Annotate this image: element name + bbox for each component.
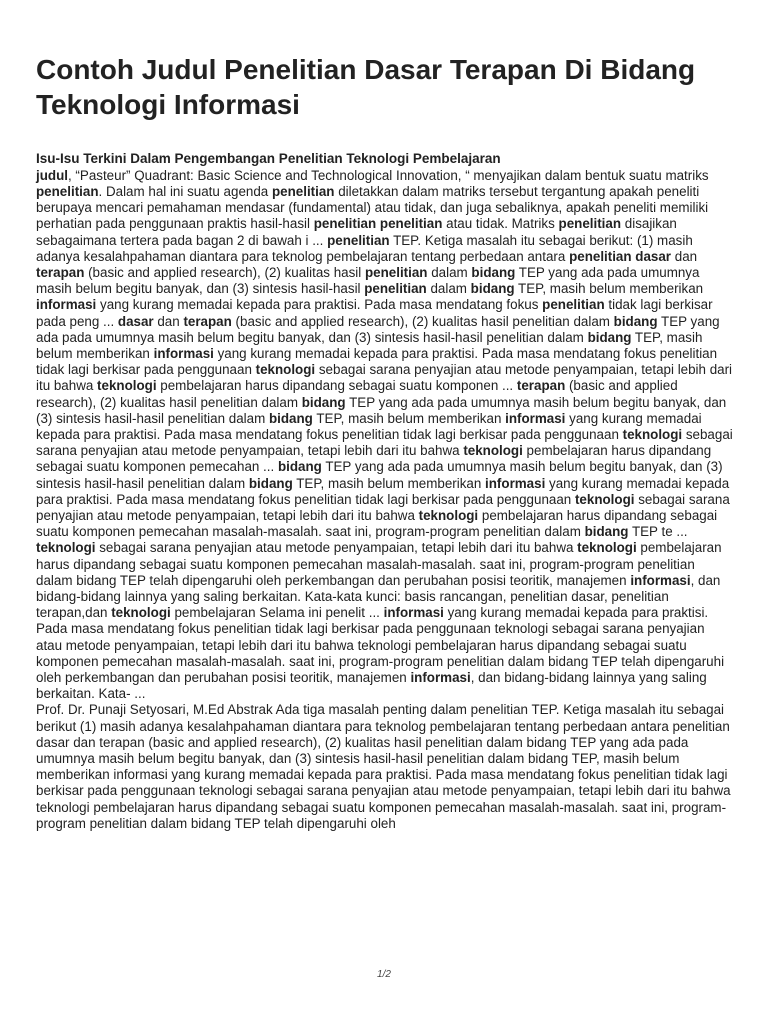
text-run: TEP, masih belum memberikan — [312, 410, 506, 426]
highlighted-keyword: terapan — [36, 264, 85, 280]
highlighted-keyword: penelitian — [364, 281, 427, 297]
text-run: (basic and applied research), (2) kualitas hasil penelitian dalam — [36, 378, 678, 410]
highlighted-keyword: penelitian — [542, 297, 605, 313]
highlighted-keyword: teknologi — [255, 362, 316, 378]
text-run: yang kurang memadai kepada para praktisi. Pada masa mendatang fokus penelitian tidak lagi berkisar pada penggunaan — [36, 475, 730, 507]
highlighted-keyword: penelitian — [327, 232, 390, 248]
highlighted-keyword: penelitian — [36, 183, 99, 199]
text-run: dalam — [427, 264, 472, 280]
highlighted-keyword: teknologi — [622, 426, 683, 442]
highlighted-keyword: judul — [36, 167, 68, 183]
highlighted-keyword: bidang — [277, 459, 322, 475]
text-run: Prof. Dr. Punaji Setyosari, M.Ed Abstrak Ada tiga masalah penting dalam penelitian TEP. Ketiga masalah itu sebagai berikut (1) masih adanya kesalahpahaman diantara para teknolog pembelajaran tentang perbedaan antara penelitian dasar dan terapan (basic and applied research), (2) kualitas hasil penelitian dalam bidang TEP yang ada pada umumnya masih belum begitu banyak, dan (3) sintesis hasil-hasil penelitian dalam bidang TEP, masih belum memberikan informasi yang kurang memadai kepada para praktisi. Pada masa mendatang fokus penelitian tidak lagi berkisar pada penggunaan teknologi sebagai sarana penyajian atau metode penyampaian, tetapi lebih dari itu bahwa teknologi pembelajaran harus dipandang sebagai suatu komponen pemecahan masalah-masalah. saat ini, program-program penelitian dalam bidang TEP telah dipengaruhi oleh — [36, 702, 731, 831]
highlighted-keyword: penelitian dasar — [569, 248, 672, 264]
highlighted-keyword: informasi — [630, 572, 691, 588]
highlighted-keyword: bidang — [587, 329, 632, 345]
highlighted-keyword: bidang — [301, 394, 346, 410]
document-page — [36, 52, 734, 832]
text-run: tidak lagi berkisar pada peng ... — [36, 297, 713, 329]
highlighted-keyword: penelitian penelitian — [313, 216, 443, 232]
highlighted-keyword: bidang — [584, 524, 629, 540]
text-run: , dan bidang-bidang lainnya yang saling berkaitan. Kata- ... — [36, 670, 707, 702]
text-run: TEP yang ada pada umumnya masih belum begitu banyak, dan (3) sintesis hasil-hasil penelitian dalam — [36, 394, 727, 426]
highlighted-keyword: penelitian — [364, 264, 428, 280]
highlighted-keyword: teknologi — [418, 507, 479, 523]
highlighted-keyword: informasi — [383, 605, 444, 621]
text-run: atau tidak. Matriks — [442, 216, 559, 232]
text-run: sebagai sarana penyajian atau metode penyampaian, tetapi lebih dari itu bahwa — [36, 491, 730, 523]
text-run: pembelajaran Selama ini penelit ... — [170, 605, 384, 621]
highlighted-keyword: informasi — [153, 345, 214, 361]
text-run: TEP, masih belum memberikan — [514, 281, 704, 297]
text-run: yang kurang memadai kepada para praktisi. Pada masa mendatang fokus — [96, 297, 543, 313]
section-heading: Isu-Isu Terkini Dalam Pengembangan Penelitian Teknologi Pembelajaran — [36, 151, 501, 166]
highlighted-keyword: teknologi — [36, 540, 96, 556]
highlighted-keyword: informasi — [410, 670, 471, 685]
highlighted-keyword: informasi — [505, 410, 566, 426]
text-run: TEP. Ketiga masalah itu sebagai berikut: (1) masih adanya kesalahpahaman diantara para teknolog pembelajaran tentang perbedaan antara — [36, 232, 693, 264]
highlighted-keyword: teknologi — [463, 443, 523, 459]
text-run: yang kurang memadai kepada para praktisi. Pada masa mendatang fokus penelitian tidak lagi berkisar pada penggunaan teknologi sebagai sarana penyajian atau metode penyampaian, tetapi lebih dari itu bahwa teknologi pembelajaran harus dipandang sebagai suatu komponen pemecahan masalah-masalah. saat ini, program-program penelitian dalam bidang TEP telah dipengaruhi oleh perkembangan dan perubahan posisi teoritik, manajemen — [36, 605, 725, 685]
highlighted-keyword: terapan — [183, 313, 232, 329]
highlighted-keyword: dasar — [117, 313, 154, 329]
text-run: pembelajaran harus dipandang sebagai suatu komponen ... — [156, 378, 517, 394]
text-run: . Dalam hal ini suatu agenda — [98, 183, 272, 199]
highlighted-keyword: bidang — [471, 264, 516, 280]
text-run: pembelajaran harus dipandang sebagai suatu komponen pemecahan masalah-masalah. saat ini, program-program penelitian dalam — [36, 507, 718, 540]
text-run: TEP, masih belum memberikan — [36, 329, 703, 361]
text-run: sebagai sarana penyajian atau metode penyampaian, tetapi lebih dari itu bahwa — [95, 540, 578, 556]
highlighted-keyword: teknologi — [111, 605, 171, 621]
text-run: (basic and applied research), (2) kualitas hasil penelitian dalam — [231, 313, 614, 329]
page-title: Contoh Judul Penelitian Dasar Terapan Di Bidang Teknologi Informasi — [36, 54, 696, 120]
text-run: disajikan sebagaimana tertera pada bagan 2 di bawah i ... — [36, 216, 677, 248]
text-run: pembelajaran harus dipandang sebagai suatu komponen pemecahan ... — [36, 443, 712, 475]
text-run: , “Pasteur” Quadrant: Basic Science and Technological Innovation, “ menyajikan dalam bentuk suatu matriks — [67, 167, 709, 183]
text-run: TEP, masih belum memberikan — [292, 475, 486, 491]
text-run: TEP yang ada pada umumnya masih belum begitu banyak, dan (3) sintesis hasil-hasil — [36, 264, 700, 297]
text-run: diletakkan dalam matriks tersebut tergantung apakah peneliti berupaya mencari pemahaman mendasar (fundamental) atau tidak, dan juga sebaliknya, apakah peneliti memiliki perhatian pada penggunaan praktis hasil-hasil — [36, 183, 709, 232]
highlighted-keyword: bidang — [268, 410, 313, 426]
text-run: dan — [671, 248, 698, 264]
text-run: yang kurang memadai kepada para praktisi. Pada masa mendatang fokus penelitian tidak lagi berkisar pada penggunaan — [36, 410, 702, 442]
text-run: sebagai sarana penyajian atau metode penyampaian, tetapi lebih dari itu bahwa — [36, 426, 733, 459]
page-number: 1/2 — [377, 969, 391, 980]
text-run: TEP yang ada pada umumnya masih belum begitu banyak, dan (3) sintesis hasil-hasil penelitian dalam — [36, 459, 723, 491]
highlighted-keyword: informasi — [36, 297, 97, 313]
text-run: TEP yang ada pada umumnya masih belum begitu banyak, dan (3) sintesis hasil-hasil penelitian dalam — [36, 313, 720, 345]
highlighted-keyword: teknologi — [577, 540, 637, 556]
text-run: , dan bidang-bidang lainnya yang saling berkaitan. Kata-kata kunci: basis rancangan, penelitian dasar, penelitian terapan,dan — [36, 572, 721, 621]
highlighted-keyword: bidang — [613, 313, 658, 329]
text-run: (basic and applied research), (2) kualitas hasil — [84, 264, 365, 280]
highlighted-keyword: penelitian — [558, 216, 622, 232]
article-body — [36, 168, 734, 832]
text-run: TEP te ... — [628, 524, 688, 540]
text-run: dan — [153, 313, 184, 329]
text-run: dalam — [426, 281, 471, 297]
body-paragraph-1 — [36, 168, 734, 703]
text-run: sebagai sarana penyajian atau metode penyampaian, tetapi lebih dari itu bahwa — [36, 362, 733, 394]
highlighted-keyword: bidang — [248, 475, 293, 491]
highlighted-keyword: teknologi — [97, 378, 157, 394]
highlighted-keyword: penelitian — [271, 183, 335, 199]
body-paragraph-2 — [36, 702, 734, 832]
highlighted-keyword: terapan — [516, 378, 566, 394]
highlighted-keyword: informasi — [485, 475, 546, 491]
highlighted-keyword: teknologi — [574, 491, 635, 507]
highlighted-keyword: bidang — [470, 281, 515, 297]
text-run: pembelajaran harus dipandang sebagai suatu komponen pemecahan masalah-masalah. saat ini, program-program penelitian dalam bidang TEP telah dipengaruhi oleh perkembangan dan perubahan posisi teoritik, manajemen — [36, 540, 722, 588]
text-run: yang kurang memadai kepada para praktisi. Pada masa mendatang fokus penelitian tidak lagi berkisar pada penggunaan — [36, 345, 718, 378]
